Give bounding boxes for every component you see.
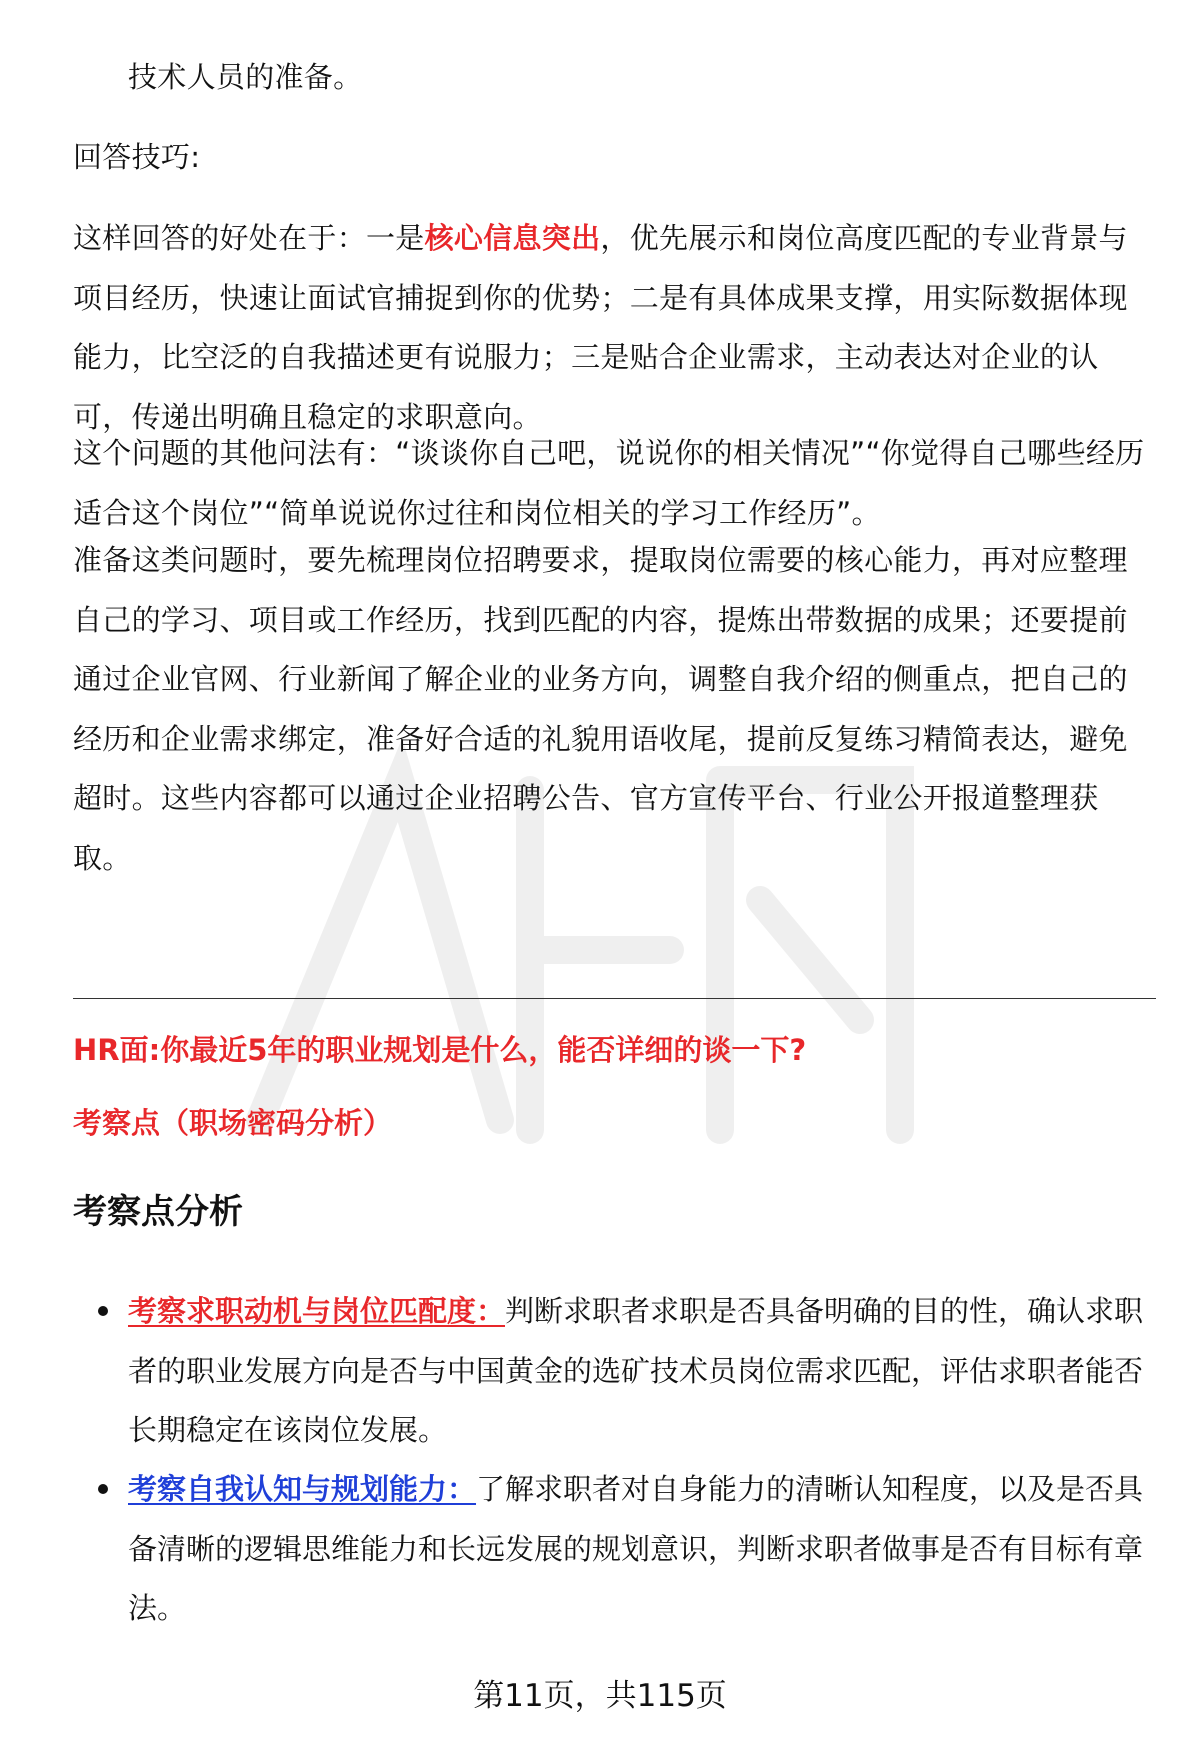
alt-questions-paragraph: 这个问题的其他问法有：“谈谈你自己吧，说说你的相关情况”“你觉得自己哪些经历适合这个岗位”“简单说说你过往和岗位相关的学习工作经历”。 (73, 436, 1145, 530)
benefits-highlight: 核心信息突出 (424, 221, 601, 255)
bullet-item-self-awareness (128, 1460, 1148, 1639)
bullet-item-motivation (128, 1282, 1148, 1461)
analysis-heading: 考察点分析 (73, 1192, 243, 1232)
page-footer: 第11页，共115页 (473, 1678, 727, 1714)
section-divider (73, 998, 1156, 999)
bullet-dot (98, 1306, 108, 1316)
tips-heading: 回答技巧: (73, 140, 201, 174)
bullet-dot (98, 1484, 108, 1494)
exam-point-label: 考察点（职场密码分析） (73, 1106, 393, 1140)
intro-line: 技术人员的准备。 (128, 60, 363, 94)
benefits-paragraph (73, 209, 1148, 447)
bullet-term: 考察自我认知与规划能力： (128, 1472, 477, 1506)
preparation-paragraph: 准备这类问题时，要先梳理岗位招聘要求，提取岗位需要的核心能力，再对应整理自己的学习、项目或工作经历，找到匹配的内容，提炼出带数据的成果；还要提前通过企业官网、行业新闻了解企业的业务方向，调整自我介绍的侧重点，把自己的经历和企业需求绑定，准备好合适的礼貌用语收尾，提前反复练习精简表达，避免超时。这些内容都可以通过企业招聘公告、官方宣传平台、行业公开报道整理获取。 (73, 543, 1128, 875)
bullet-text: 判断求职者求职是否具备明确的目的性，确认求职者的职业发展方向是否与中国黄金的选矿技术员岗位需求匹配，评估求职者能否长期稳定在该岗位发展。 (128, 1294, 1144, 1447)
hr-question: HR面:你最近5年的职业规划是什么，能否详细的谈一下? (73, 1033, 807, 1067)
benefits-prefix: 这样回答的好处在于：一是 (73, 221, 425, 255)
bullet-text: 了解求职者对自身能力的清晰认知程度，以及是否具备清晰的逻辑思维能力和长远发展的规划意识，判断求职者做事是否有目标有章法。 (128, 1472, 1144, 1625)
bullet-term: 考察求职动机与岗位匹配度： (128, 1294, 506, 1328)
benefits-suffix: ，优先展示和岗位高度匹配的专业背景与项目经历，快速让面试官捕捉到你的优势；二是有具体成果支撑，用实际数据体现能力，比空泛的自我描述更有说服力；三是贴合企业需求，主动表达对企业的认可，传递出明确且稳定的求职意向。 (73, 221, 1128, 434)
